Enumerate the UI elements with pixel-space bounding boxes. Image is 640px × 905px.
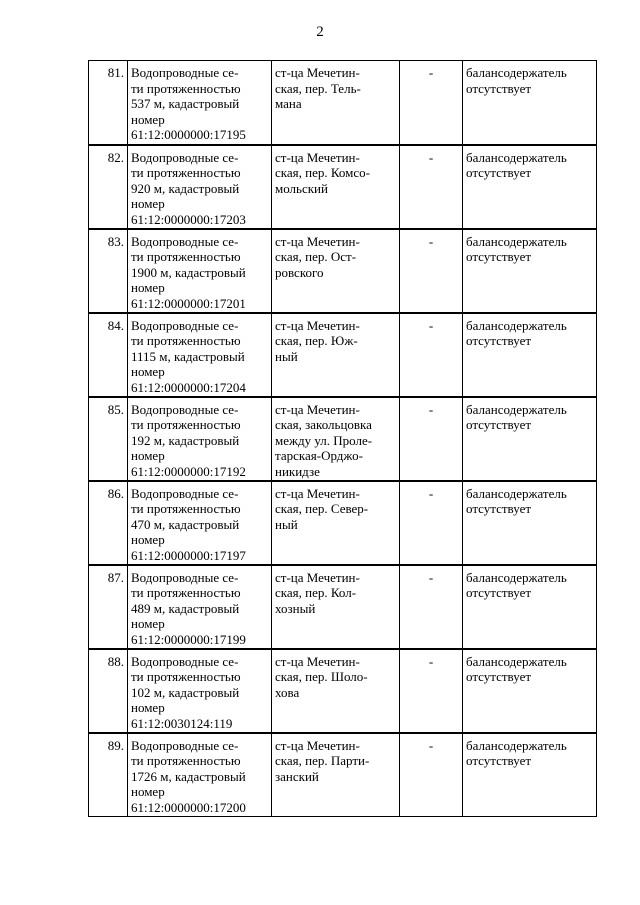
- object-line: Водопроводные се-: [131, 653, 239, 669]
- holder-line: балансодержатель: [466, 65, 567, 80]
- address-line: ст-ца Мечетин-: [275, 149, 360, 165]
- holder-line: балансодержатель: [466, 737, 567, 753]
- object-line: Водопроводные се-: [131, 65, 239, 80]
- object-line: ти протяженностью: [131, 165, 241, 180]
- holder-line: отсутствует: [466, 333, 532, 348]
- object-line: номер: [131, 111, 165, 127]
- object-line: Водопроводные се-: [131, 737, 239, 753]
- object-description: [128, 649, 272, 733]
- object-line: ти протяженностью: [131, 585, 241, 600]
- table-row: [89, 313, 597, 397]
- table-row: [89, 649, 597, 733]
- object-line: 1726 м, кадастровый: [131, 768, 246, 784]
- object-address: [272, 229, 400, 313]
- object-line: 102 м, кадастровый: [131, 684, 240, 700]
- address-line: ская, пер. Юж-: [275, 333, 358, 348]
- row-number: 89.: [89, 733, 128, 817]
- object-line: 1900 м, кадастровый: [131, 264, 246, 280]
- address-line: ст-ца Мечетин-: [275, 65, 360, 80]
- row-number: 83.: [89, 229, 128, 313]
- object-line: 470 м, кадастровый: [131, 516, 240, 532]
- balance-holder: [463, 649, 597, 733]
- holder-line: балансодержатель: [466, 485, 567, 501]
- table-row: [89, 145, 597, 229]
- object-line: 61:12:0000000:17197: [131, 547, 246, 563]
- table-row: [89, 565, 597, 649]
- object-description: [128, 481, 272, 565]
- address-line: никидзе: [275, 463, 320, 479]
- holder-line: отсутствует: [466, 80, 532, 96]
- object-line: 61:12:0000000:17203: [131, 211, 246, 227]
- object-address: [272, 313, 400, 397]
- object-description: [128, 733, 272, 817]
- object-address: [272, 565, 400, 649]
- balance-holder: [463, 229, 597, 313]
- row-number: 84.: [89, 313, 128, 397]
- holder-line: отсутствует: [466, 249, 532, 264]
- object-address: [272, 145, 400, 229]
- registry-dash: -: [400, 61, 463, 145]
- address-line: ст-ца Мечетин-: [275, 233, 360, 249]
- address-line: мана: [275, 96, 302, 111]
- table-row: [89, 229, 597, 313]
- registry-dash: -: [400, 397, 463, 481]
- registry-dash: -: [400, 145, 463, 229]
- address-line: ст-ца Мечетин-: [275, 737, 360, 753]
- object-line: 61:12:0000000:17192: [131, 463, 246, 479]
- object-address: [272, 61, 400, 145]
- object-line: ти протяженностью: [131, 80, 241, 96]
- object-description: [128, 61, 272, 145]
- object-line: ти протяженностью: [131, 249, 241, 264]
- row-number: 86.: [89, 481, 128, 565]
- object-line: Водопроводные се-: [131, 401, 239, 417]
- registry-dash: -: [400, 565, 463, 649]
- object-line: ти протяженностью: [131, 669, 241, 684]
- object-line: ти протяженностью: [131, 333, 241, 348]
- object-line: Водопроводные се-: [131, 233, 239, 249]
- registry-dash: -: [400, 733, 463, 817]
- address-line: ровского: [275, 264, 324, 280]
- object-line: Водопроводные се-: [131, 317, 239, 333]
- holder-line: балансодержатель: [466, 401, 567, 417]
- object-line: номер: [131, 364, 165, 379]
- object-line: 537 м, кадастровый: [131, 96, 240, 111]
- object-line: Водопроводные се-: [131, 149, 239, 165]
- address-line: ская, пер. Север-: [275, 501, 369, 516]
- row-number: 88.: [89, 649, 128, 733]
- table-row: [89, 733, 597, 817]
- object-description: [128, 565, 272, 649]
- object-description: [128, 397, 272, 481]
- address-line: ный: [275, 348, 298, 364]
- object-line: 61:12:0000000:17200: [131, 799, 246, 815]
- registry-dash: -: [400, 481, 463, 565]
- object-description: [128, 313, 272, 397]
- address-line: мольский: [275, 180, 328, 196]
- address-line: ская, пер. Парти-: [275, 753, 370, 768]
- object-line: Водопроводные се-: [131, 485, 239, 501]
- address-line: тарская-Орджо-: [275, 448, 363, 463]
- object-address: [272, 397, 400, 481]
- holder-line: отсутствует: [466, 501, 532, 516]
- object-address: [272, 733, 400, 817]
- object-line: 920 м, кадастровый: [131, 180, 240, 196]
- row-number: 85.: [89, 397, 128, 481]
- object-description: [128, 145, 272, 229]
- object-address: [272, 481, 400, 565]
- address-line: ст-ца Мечетин-: [275, 317, 360, 333]
- table-row: [89, 397, 597, 481]
- table-row: [89, 481, 597, 565]
- holder-line: отсутствует: [466, 585, 532, 600]
- holder-line: балансодержатель: [466, 653, 567, 669]
- holder-line: отсутствует: [466, 753, 532, 768]
- page-number: 2: [316, 24, 324, 40]
- object-line: номер: [131, 280, 165, 295]
- address-line: занский: [275, 768, 319, 784]
- address-line: хова: [275, 684, 300, 700]
- balance-holder: [463, 733, 597, 817]
- holder-line: отсутствует: [466, 669, 532, 684]
- address-line: ская, пер. Шоло-: [275, 669, 368, 684]
- registry-body: [89, 61, 597, 817]
- address-line: между ул. Проле-: [275, 432, 373, 448]
- registry-dash: -: [400, 229, 463, 313]
- object-address: [272, 649, 400, 733]
- row-number: 87.: [89, 565, 128, 649]
- object-line: 61:12:0000000:17195: [131, 127, 246, 142]
- holder-line: балансодержатель: [466, 149, 567, 165]
- table-row: [89, 61, 597, 145]
- object-line: ти протяженностью: [131, 417, 241, 432]
- address-line: ская, пер. Комсо-: [275, 165, 370, 180]
- address-line: хозный: [275, 600, 316, 616]
- row-number: 81.: [89, 61, 128, 145]
- balance-holder: [463, 397, 597, 481]
- object-line: 61:12:0000000:17199: [131, 631, 246, 647]
- object-line: номер: [131, 196, 165, 211]
- address-line: ская, закольцовка: [275, 417, 372, 432]
- object-line: Водопроводные се-: [131, 569, 239, 585]
- object-line: номер: [131, 532, 165, 547]
- object-line: 1115 м, кадастровый: [131, 348, 245, 364]
- object-line: номер: [131, 616, 165, 631]
- balance-holder: [463, 61, 597, 145]
- object-line: номер: [131, 448, 165, 463]
- object-line: 61:12:0030124:119: [131, 715, 233, 731]
- holder-line: балансодержатель: [466, 317, 567, 333]
- address-line: ская, пер. Ост-: [275, 249, 357, 264]
- address-line: ская, пер. Тель-: [275, 80, 361, 96]
- row-number: 82.: [89, 145, 128, 229]
- address-line: ст-ца Мечетин-: [275, 653, 360, 669]
- holder-line: балансодержатель: [466, 233, 567, 249]
- object-line: ти протяженностью: [131, 501, 241, 516]
- address-line: ская, пер. Кол-: [275, 585, 357, 600]
- object-line: 61:12:0000000:17201: [131, 295, 246, 311]
- object-line: 489 м, кадастровый: [131, 600, 240, 616]
- object-line: 192 м, кадастровый: [131, 432, 240, 448]
- address-line: ст-ца Мечетин-: [275, 569, 360, 585]
- registry-table: [88, 60, 597, 817]
- registry-dash: -: [400, 313, 463, 397]
- balance-holder: [463, 145, 597, 229]
- balance-holder: [463, 313, 597, 397]
- address-line: ст-ца Мечетин-: [275, 401, 360, 417]
- object-line: ти протяженностью: [131, 753, 241, 768]
- address-line: ный: [275, 516, 298, 532]
- balance-holder: [463, 481, 597, 565]
- holder-line: отсутствует: [466, 165, 532, 180]
- object-line: номер: [131, 700, 165, 715]
- object-line: 61:12:0000000:17204: [131, 379, 246, 395]
- address-line: ст-ца Мечетин-: [275, 485, 360, 501]
- registry-dash: -: [400, 649, 463, 733]
- balance-holder: [463, 565, 597, 649]
- holder-line: балансодержатель: [466, 569, 567, 585]
- object-line: номер: [131, 784, 165, 799]
- object-description: [128, 229, 272, 313]
- holder-line: отсутствует: [466, 417, 532, 432]
